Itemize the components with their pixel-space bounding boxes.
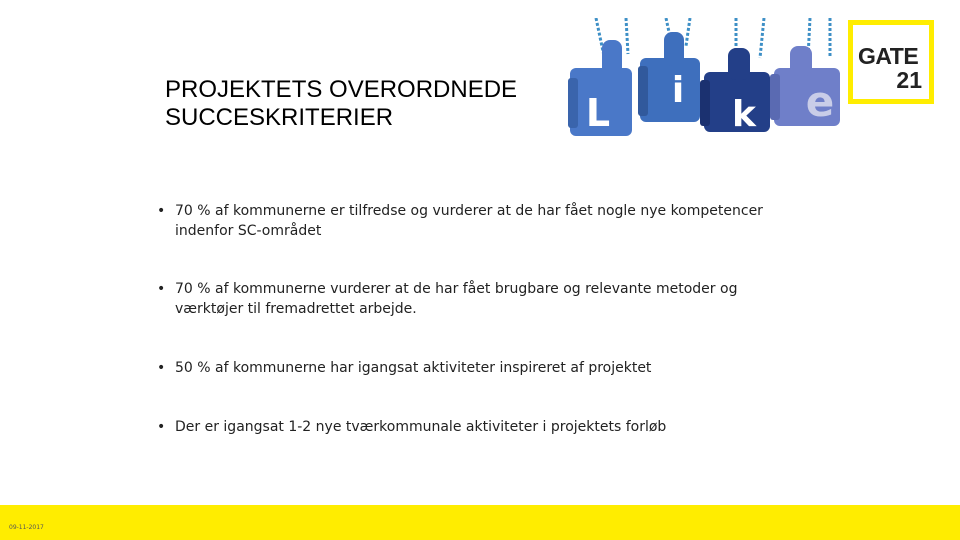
thumb-e <box>770 46 840 126</box>
logo-text-21: 21 <box>896 67 922 93</box>
footer-bar <box>0 505 960 540</box>
footer-date: 09-11-2017 <box>9 524 44 531</box>
thumb-l <box>568 40 632 136</box>
slide-title-line-1: PROJEKTETS OVERORDNEDE <box>165 76 518 104</box>
bullet-text: Der er igangsat 1-2 nye tværkommunale aktiviteter i projektets forløb <box>175 419 667 435</box>
slide-title <box>165 76 517 132</box>
thumb-k <box>700 48 770 135</box>
bullet-marker: • <box>157 360 166 376</box>
list-item <box>157 201 807 241</box>
list-item <box>157 358 807 378</box>
like-thumbs-image <box>568 18 842 136</box>
like-letter-e: e <box>805 77 835 126</box>
gate21-logo <box>848 20 934 104</box>
like-letter-l: L <box>585 91 611 135</box>
slide-title-line-2: SUCCESKRITERIER <box>165 104 394 132</box>
bullet-marker: • <box>157 203 166 219</box>
bullet-text: 70 % af kommunerne er tilfredse og vurderer at de har fået nogle nye kompetencer indenfor SC-området <box>175 203 763 239</box>
bullet-marker: • <box>157 281 166 297</box>
thumb-i <box>638 32 700 122</box>
like-letter-k: k <box>732 94 756 135</box>
list-item <box>157 279 807 319</box>
like-letter-i: i <box>671 70 685 111</box>
logo-text-gate: GATE <box>858 43 919 69</box>
list-item <box>157 417 807 437</box>
bullet-marker: • <box>157 419 166 435</box>
bullet-text: 50 % af kommunerne har igangsat aktiviteter inspireret af projektet <box>175 360 652 376</box>
bullet-text: 70 % af kommunerne vurderer at de har fået brugbare og relevante metoder og værktøjer til fremadrettet arbejde. <box>175 281 738 317</box>
